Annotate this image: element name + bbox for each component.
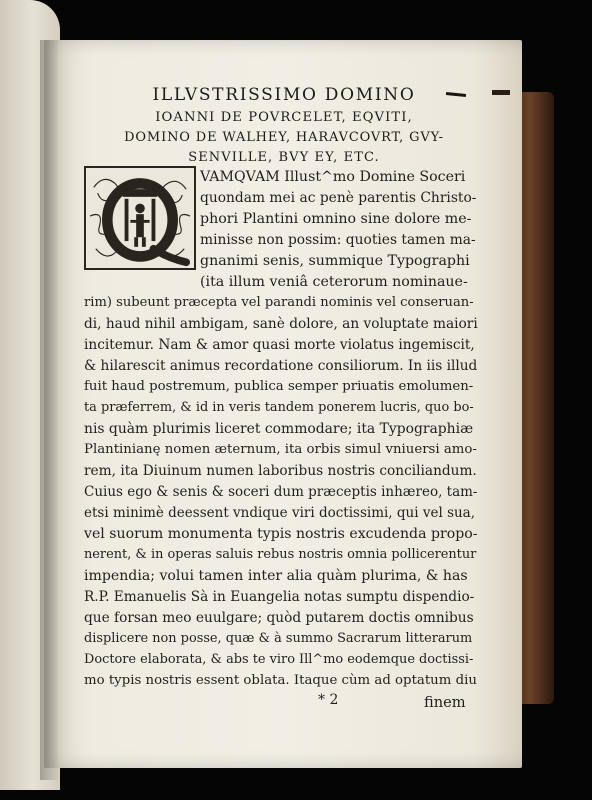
text-line: nis quàm plurimis liceret commodare; ita Typographiæ [84, 421, 474, 437]
text-line: & hilarescit animus recordatione consiliorum. In iis illud [84, 358, 478, 374]
text-line: quondam mei ac penè parentis Christo- [200, 190, 477, 206]
heading-line-1: ILLVSTRISSIMO DOMINO [152, 85, 416, 105]
text-line: incitemur. Nam & amor quasi morte violatus ingemiscit, [84, 337, 475, 353]
text-line: Plantinianę nomen æternum, ita orbis simul vniuersi amo- [84, 442, 477, 457]
heading-line-4: SENVILLE, BVY EY, ETC. [188, 150, 380, 165]
text-line: mo typis nostris essent oblata. Itaque cùm ad optatum diu [84, 673, 477, 688]
page-gutter-shadow [40, 40, 60, 780]
text-line: etsi minimè deessent vndique viri doctissimi, qui vel sua, [84, 505, 476, 521]
decorated-initial-q-icon [84, 166, 196, 270]
text-line: rem, ita Diuinum numen laboribus nostris conciliandum. [84, 463, 477, 479]
text-line: vel suorum monumenta typis nostris excudenda propo- [84, 526, 478, 542]
catchword: finem [424, 694, 466, 711]
text-line: impendia; volui tamen inter alia quàm plurima, & has [84, 568, 468, 584]
text-line: Doctore elaborata, & abs te viro Ill^mo eodemque doctissi- [84, 652, 474, 667]
text-line: minisse non possim: quoties tamen ma- [200, 232, 476, 248]
text-line: gnanimi senis, summique Typographi [200, 253, 470, 269]
text-line: (ita illum veniâ ceterorum nominaue- [200, 274, 468, 290]
text-line: phori Plantini omnino sine dolore me- [200, 211, 472, 227]
text-line: que forsan meo euulgare; quòd putarem doctis omnibus [84, 610, 474, 626]
text-line: fuit haud postremum, publica semper priuatis emolumen- [84, 379, 474, 394]
text-line: nerent, & in operas saluis rebus nostris omnia pollicerentur [84, 547, 477, 562]
text-line: Cuius ego & senis & soceri dum præceptis inhæreo, tam- [84, 484, 478, 500]
text-line: rim) subeunt præcepta vel parandi nominis vel conseruan- [84, 295, 474, 310]
woodcut-initial-icon [86, 168, 194, 268]
text-line: ta præferrem, & id in veris tandem ponerem lucris, quo bo- [84, 400, 474, 415]
heading-line-3: DOMINO DE WALHEY, HARAVCOVRT, GVY- [124, 130, 444, 145]
heading-line-2: IOANNI DE POVRCELET, EQVITI, [155, 110, 413, 125]
text-line: di, haud nihil ambigam, sanè dolore, an voluptate maiori [84, 316, 478, 332]
ink-mark [492, 90, 510, 95]
text-line: R.P. Emanuelis Sà in Euangelia notas sumptu dispendio- [84, 589, 475, 605]
text-line: displicere non posse, quæ & à summo Sacrarum litterarum [84, 631, 473, 646]
text-line: VAMQVAM Illust^mo Domine Soceri [200, 169, 466, 185]
dedication-heading [92, 84, 476, 168]
signature-mark: * 2 [318, 692, 339, 708]
